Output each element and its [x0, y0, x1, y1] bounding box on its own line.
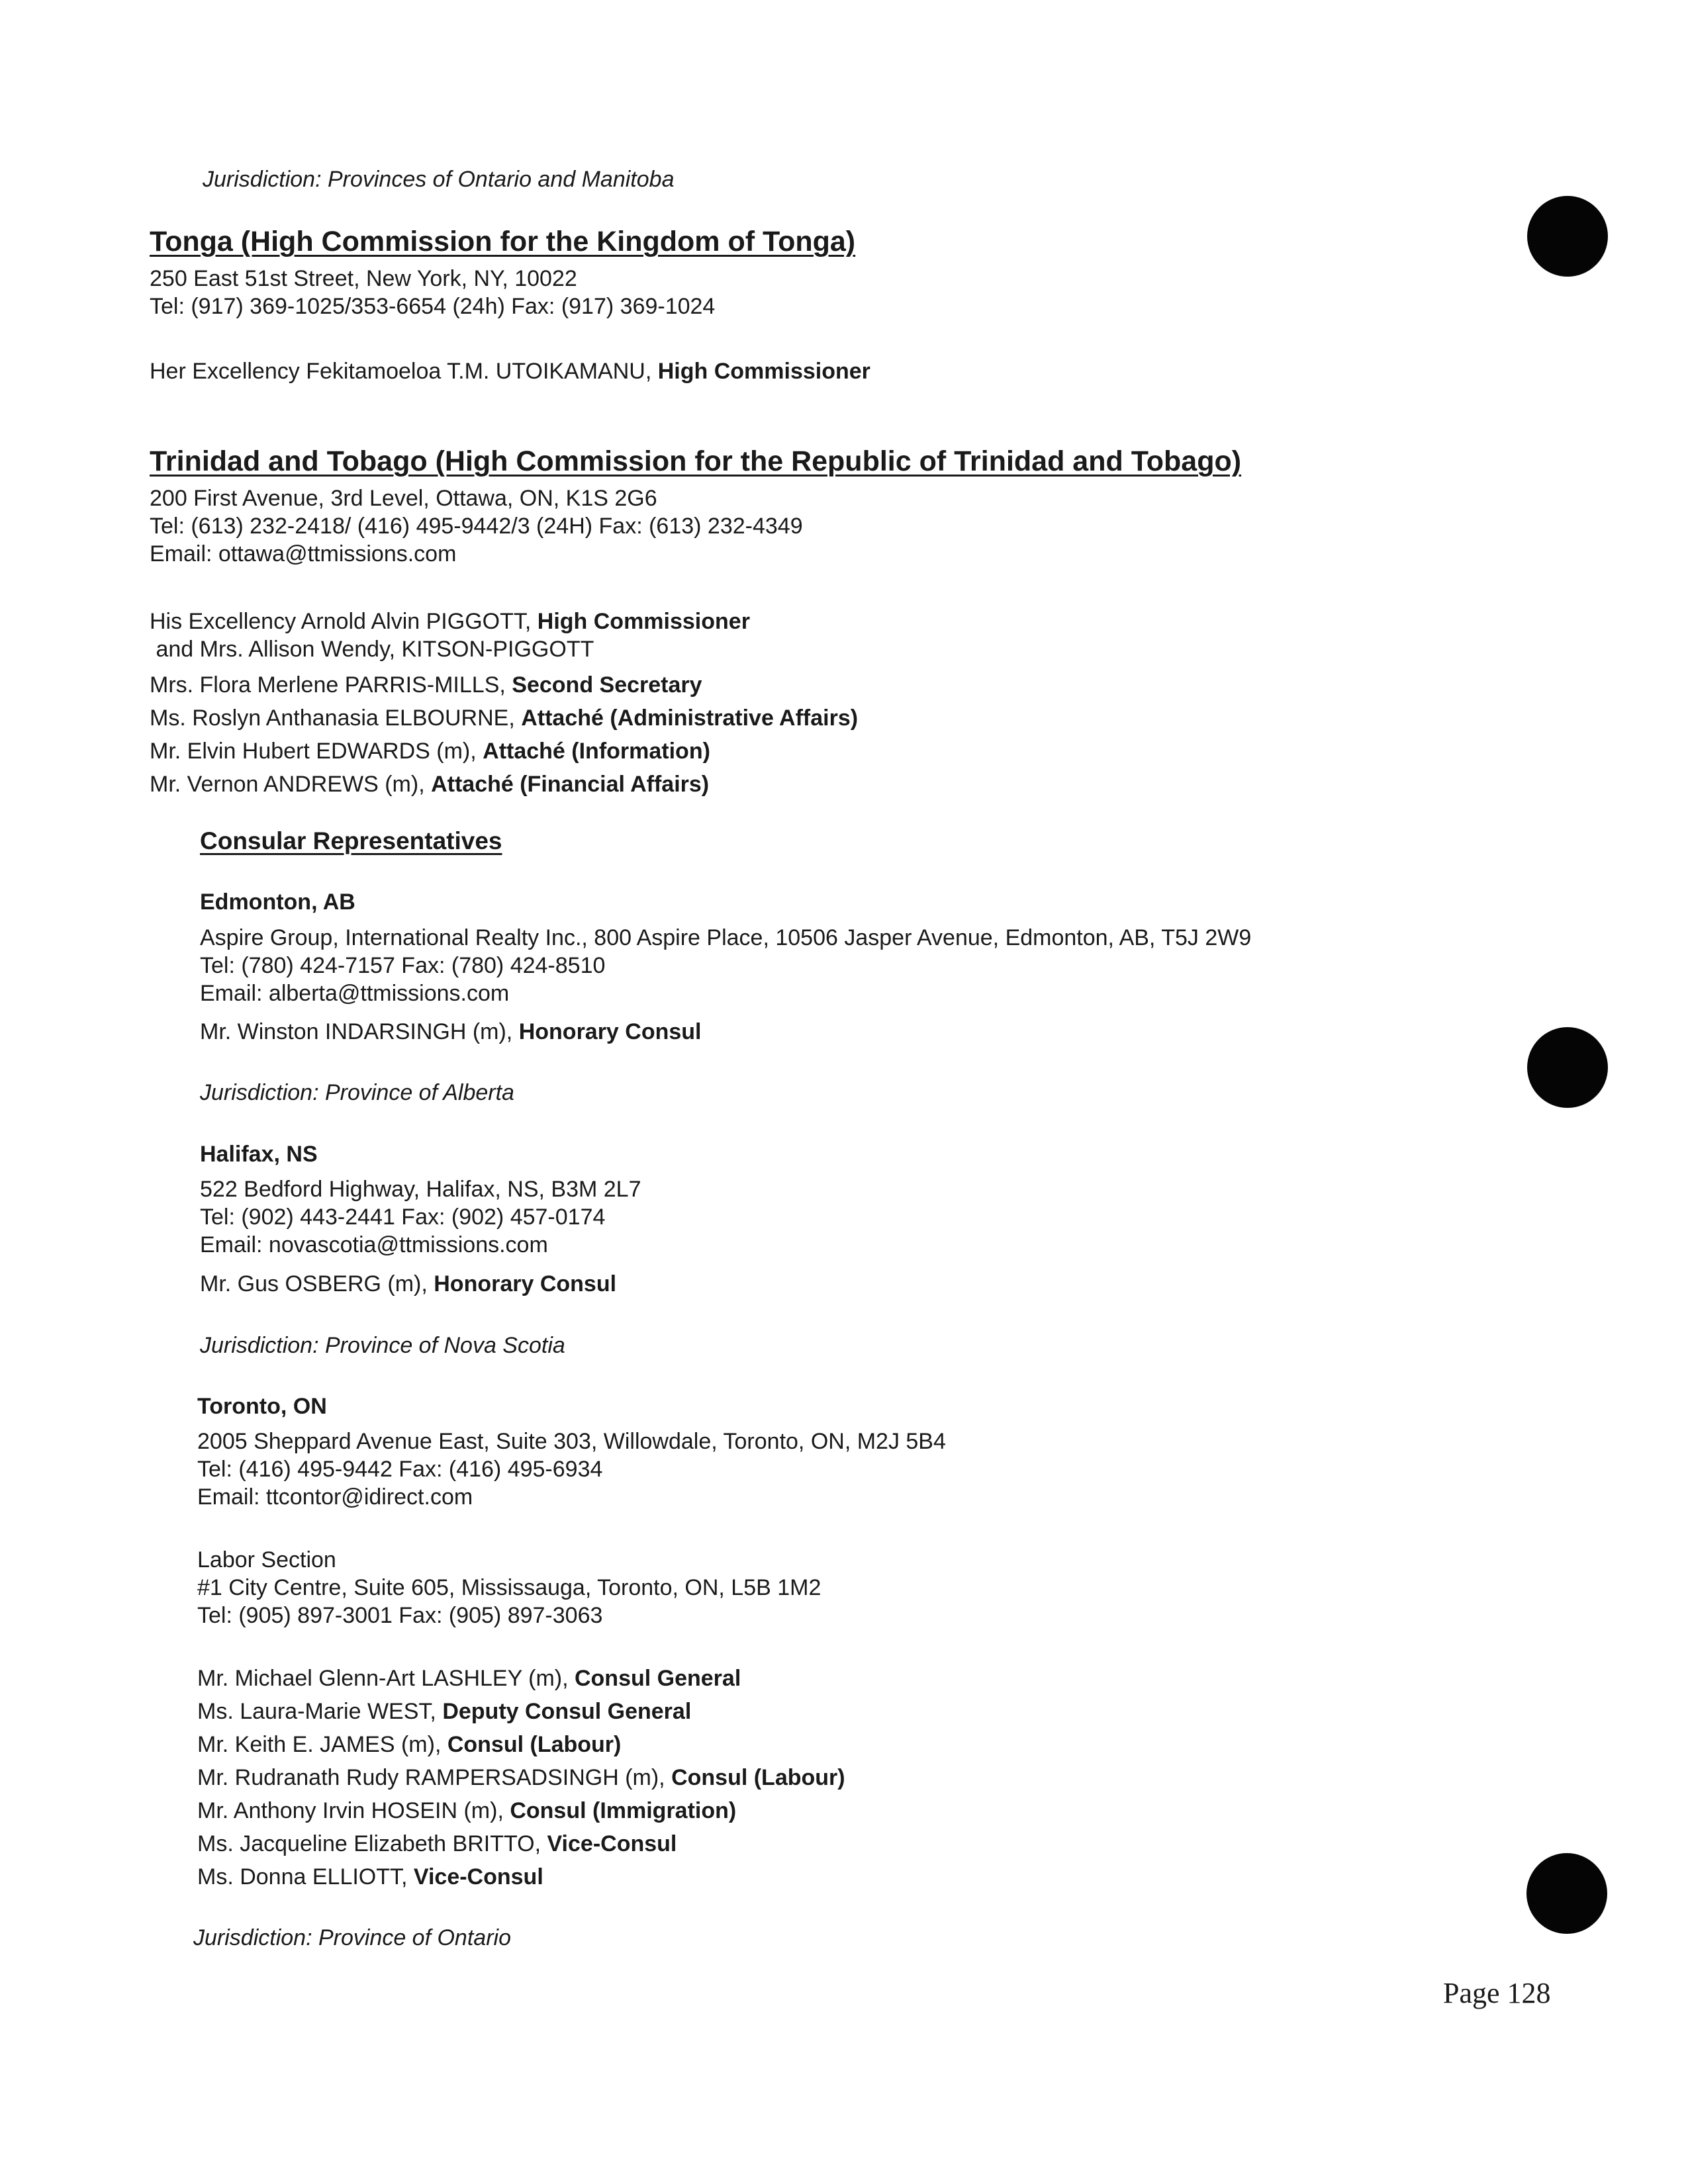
binder-hole-middle: [1527, 1027, 1608, 1108]
staff-name: Her Excellency Fekitamoeloa T.M. UTOIKAMANU,: [150, 359, 658, 384]
toronto-staff-5: [197, 1830, 677, 1858]
halifax-tel: Tel: (902) 443-2441 Fax: (902) 457-0174: [200, 1205, 606, 1230]
staff-name: Mr. Winston INDARSINGH (m),: [200, 1019, 519, 1044]
toronto-staff-2: [197, 1731, 621, 1758]
trinidad-staff-4: [150, 737, 710, 765]
trinidad-staff-5: [150, 770, 709, 798]
trinidad-staff-0: [150, 608, 750, 635]
halifax-jurisdiction: Jurisdiction: Province of Nova Scotia: [200, 1333, 565, 1358]
staff-title: Attaché (Administrative Affairs): [521, 705, 859, 731]
staff-name: Mr. Anthony Irvin HOSEIN (m),: [197, 1798, 510, 1823]
staff-name: Mr. Gus OSBERG (m),: [200, 1271, 434, 1297]
consular-heading: Consular Representatives: [200, 827, 502, 854]
labor-section-title: Labor Section: [197, 1547, 336, 1572]
staff-name: Mr. Keith E. JAMES (m),: [197, 1732, 447, 1757]
toronto-jurisdiction: Jurisdiction: Province of Ontario: [193, 1925, 511, 1950]
previous-jurisdiction: Jurisdiction: Provinces of Ontario and Manitoba: [203, 167, 675, 192]
staff-name: Mr. Vernon ANDREWS (m),: [150, 772, 432, 797]
staff-title: Deputy Consul General: [442, 1699, 692, 1724]
halifax-address: 522 Bedford Highway, Halifax, NS, B3M 2L7: [200, 1177, 641, 1202]
staff-title: Vice-Consul: [413, 1864, 543, 1889]
staff-name: Mrs. Flora Merlene PARRIS-MILLS,: [150, 672, 512, 698]
staff-title: Consul General: [574, 1666, 741, 1691]
halifax-city: Halifax, NS: [200, 1142, 318, 1167]
staff-name: His Excellency Arnold Alvin PIGGOTT,: [150, 609, 538, 634]
halifax-staff-0: [200, 1270, 616, 1298]
staff-name: Ms. Jacqueline Elizabeth BRITTO,: [197, 1831, 547, 1856]
toronto-staff-0: [197, 1664, 741, 1692]
staff-name: Ms. Roslyn Anthanasia ELBOURNE,: [150, 705, 522, 731]
staff-title: Consul (Labour): [671, 1765, 845, 1790]
binder-hole-bottom: [1526, 1853, 1607, 1934]
trinidad-tel: Tel: (613) 232-2418/ (416) 495-9442/3 (24H) Fax: (613) 232-4349: [150, 514, 803, 539]
tonga-staff-0: [150, 357, 870, 385]
staff-title: Second Secretary: [512, 672, 702, 698]
staff-title: High Commissioner: [537, 609, 750, 634]
staff-title: Attaché (Financial Affairs): [431, 772, 710, 797]
trinidad-address: 200 First Avenue, 3rd Level, Ottawa, ON, K1S 2G6: [150, 486, 657, 511]
tonga-tel: Tel: (917) 369-1025/353-6654 (24h) Fax: (917) 369-1024: [150, 294, 716, 319]
staff-title: Attaché (Information): [483, 739, 710, 764]
staff-title: Vice-Consul: [547, 1831, 677, 1856]
staff-title: High Commissioner: [657, 359, 870, 384]
staff-name: Mr. Rudranath Rudy RAMPERSADSINGH (m),: [197, 1765, 672, 1790]
staff-title: Honorary Consul: [518, 1019, 702, 1044]
toronto-address: 2005 Sheppard Avenue East, Suite 303, Willowdale, Toronto, ON, M2J 5B4: [197, 1429, 946, 1454]
edmonton-jurisdiction: Jurisdiction: Province of Alberta: [200, 1080, 514, 1105]
trinidad-heading: Trinidad and Tobago (High Commission for the Republic of Trinidad and Tobago): [150, 445, 1242, 477]
staff-name: and Mrs. Allison Wendy, KITSON-PIGGOTT: [150, 637, 594, 662]
staff-name: Ms. Donna ELLIOTT,: [197, 1864, 414, 1889]
toronto-staff-3: [197, 1764, 845, 1792]
staff-name: Mr. Elvin Hubert EDWARDS (m),: [150, 739, 483, 764]
edmonton-email: Email: alberta@ttmissions.com: [200, 981, 510, 1006]
tonga-address: 250 East 51st Street, New York, NY, 10022: [150, 266, 577, 291]
staff-name: Ms. Laura-Marie WEST,: [197, 1699, 443, 1724]
edmonton-city: Edmonton, AB: [200, 889, 355, 915]
trinidad-staff-2: [150, 671, 702, 699]
trinidad-email: Email: ottawa@ttmissions.com: [150, 541, 457, 567]
toronto-email: Email: ttcontor@idirect.com: [197, 1484, 473, 1510]
staff-title: Consul (Immigration): [510, 1798, 737, 1823]
tonga-heading: Tonga (High Commission for the Kingdom of Tonga): [150, 226, 856, 257]
edmonton-staff-0: [200, 1018, 702, 1046]
staff-title: Consul (Labour): [447, 1732, 622, 1757]
trinidad-staff-3: [150, 704, 858, 732]
toronto-tel: Tel: (416) 495-9442 Fax: (416) 495-6934: [197, 1457, 603, 1482]
labor-section-tel: Tel: (905) 897-3001 Fax: (905) 897-3063: [197, 1603, 603, 1628]
toronto-city: Toronto, ON: [197, 1394, 327, 1419]
trinidad-staff-1: [150, 635, 594, 663]
toronto-staff-4: [197, 1797, 736, 1825]
page-number: Page 128: [1443, 1977, 1551, 2009]
staff-title: Honorary Consul: [434, 1271, 617, 1297]
edmonton-address: Aspire Group, International Realty Inc., 800 Aspire Place, 10506 Jasper Avenue, Edmonton, AB, T5J 2W9: [200, 925, 1252, 950]
binder-hole-top: [1527, 196, 1608, 277]
halifax-email: Email: novascotia@ttmissions.com: [200, 1232, 548, 1257]
labor-section-address: #1 City Centre, Suite 605, Mississauga, Toronto, ON, L5B 1M2: [197, 1575, 821, 1600]
toronto-staff-1: [197, 1698, 691, 1725]
staff-name: Mr. Michael Glenn-Art LASHLEY (m),: [197, 1666, 575, 1691]
toronto-staff-6: [197, 1863, 543, 1891]
edmonton-tel: Tel: (780) 424-7157 Fax: (780) 424-8510: [200, 953, 606, 978]
